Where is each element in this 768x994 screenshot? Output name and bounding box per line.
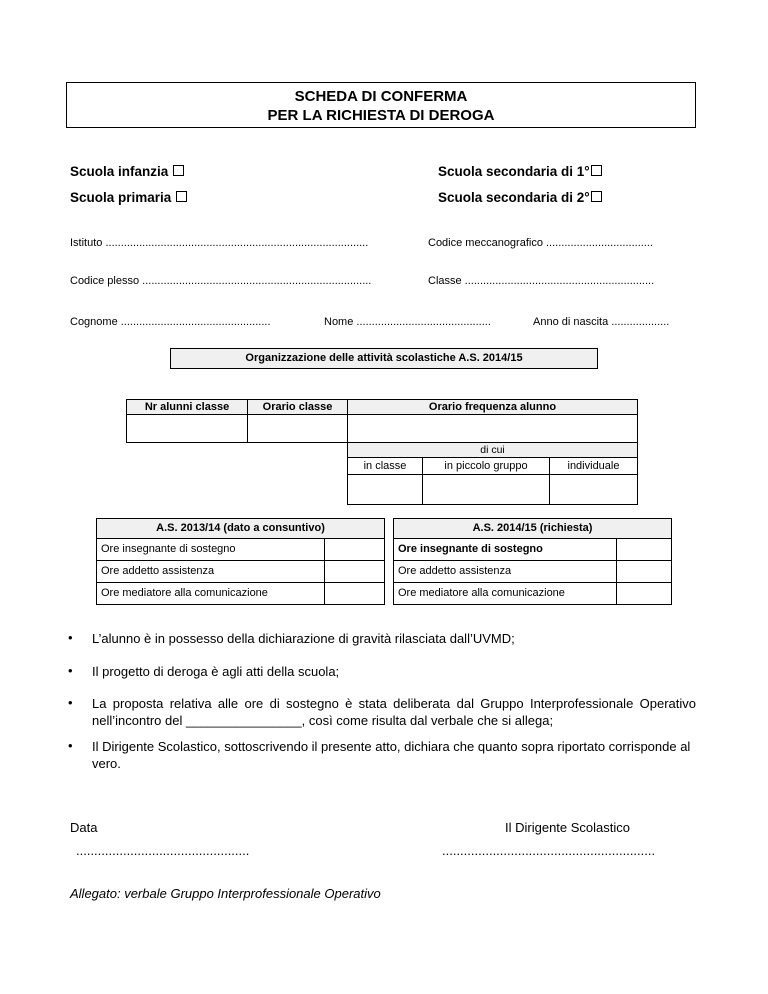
right-input-assistenza[interactable] [616,560,672,583]
bullet-item-uvmd: L’alunno è in possesso della dichiarazione di gravità rilasciata dall’UVMD; [92,631,515,646]
header-nr-alunni: Nr alunni classe [126,399,248,415]
school-secondaria-1[interactable] [438,164,602,179]
checkbox-primaria[interactable] [176,191,187,202]
school-infanzia-label: Scuola infanzia [70,164,169,179]
field-anno-nascita[interactable]: Anno di nascita ................... [533,316,670,328]
field-classe[interactable]: Classe .............................................................. [428,275,655,287]
bullet-item-proposta: La proposta relativa alle ore di sostegno è stata deliberata dal Gruppo Interprofessionale Operativo nell’incontro del ________________, così come risulta dal verbale che si allega; [92,696,696,728]
header-orario-classe: Orario classe [247,399,348,415]
input-piccolo-gruppo[interactable] [422,474,550,505]
right-row-sostegno: Ore insegnante di sostegno [393,538,617,561]
bullet-item-progetto: Il progetto di deroga è agli atti della scuola; [92,664,340,679]
field-cognome[interactable]: Cognome ................................................. [70,316,271,328]
right-input-mediatore[interactable] [616,582,672,605]
input-orario-classe[interactable] [247,414,348,443]
right-row-assistenza: Ore addetto assistenza [393,560,617,583]
right-row-mediatore: Ore mediatore alla comunicazione [393,582,617,605]
school-primaria-label: Scuola primaria [70,190,172,205]
input-individuale[interactable] [549,474,638,505]
school-secondaria-2[interactable] [438,190,602,205]
header-in-classe: in classe [347,457,423,475]
dirigente-signature-line[interactable]: ........................................................... [442,843,656,858]
data-signature-line[interactable]: ................................................ [76,843,250,858]
field-nome[interactable]: Nome ............................................ [324,316,491,328]
header-as-2013-14: A.S. 2013/14 (dato a consuntivo) [96,518,385,539]
left-row-mediatore: Ore mediatore alla comunicazione [96,582,325,605]
allegato-note: Allegato: verbale Gruppo Interprofessionale Operativo [70,886,381,901]
field-codice-meccanografico[interactable]: Codice meccanografico ................................... [428,237,653,249]
left-row-assistenza: Ore addetto assistenza [96,560,325,583]
checkbox-secondaria-2[interactable] [591,191,602,202]
header-as-2014-15: A.S. 2014/15 (richiesta) [393,518,672,539]
title-line-2: PER LA RICHIESTA DI DEROGA [267,107,495,124]
bullet-icon: • [68,630,73,645]
input-in-classe[interactable] [347,474,423,505]
header-piccolo-gruppo: in piccolo gruppo [422,457,550,475]
organizzazione-heading: Organizzazione delle attività scolastiche A.S. 2014/15 [170,348,598,369]
data-label: Data [70,820,98,835]
school-secondaria-1-label: Scuola secondaria di 1° [438,164,590,179]
left-input-assistenza[interactable] [324,560,385,583]
right-input-sostegno[interactable] [616,538,672,561]
school-secondaria-2-label: Scuola secondaria di 2° [438,190,590,205]
bullet-icon: • [68,738,73,753]
title-line-1: SCHEDA DI CONFERMA [294,88,468,105]
header-di-cui: di cui [347,442,638,458]
dirigente-label: Il Dirigente Scolastico [505,820,630,835]
checkbox-secondaria-1[interactable] [591,165,602,176]
bullet-icon: • [68,663,73,678]
left-input-mediatore[interactable] [324,582,385,605]
school-infanzia[interactable] [70,164,184,179]
title-box [66,82,696,128]
bullet-icon: • [68,695,73,710]
field-istituto[interactable]: Istituto ...................................................................................... [70,237,369,249]
field-codice-plesso[interactable]: Codice plesso ........................................................................... [70,275,372,287]
left-row-sostegno: Ore insegnante di sostegno [96,538,325,561]
header-orario-frequenza: Orario frequenza alunno [347,399,638,415]
input-orario-frequenza[interactable] [347,414,638,443]
bullet-item-dirigente: Il Dirigente Scolastico, sottoscrivendo il presente atto, dichiara che quanto sopra riportato corrisponde al vero. [92,739,691,771]
left-input-sostegno[interactable] [324,538,385,561]
school-primaria[interactable] [70,190,187,205]
checkbox-infanzia[interactable] [173,165,184,176]
input-nr-alunni[interactable] [126,414,248,443]
header-individuale: individuale [549,457,638,475]
